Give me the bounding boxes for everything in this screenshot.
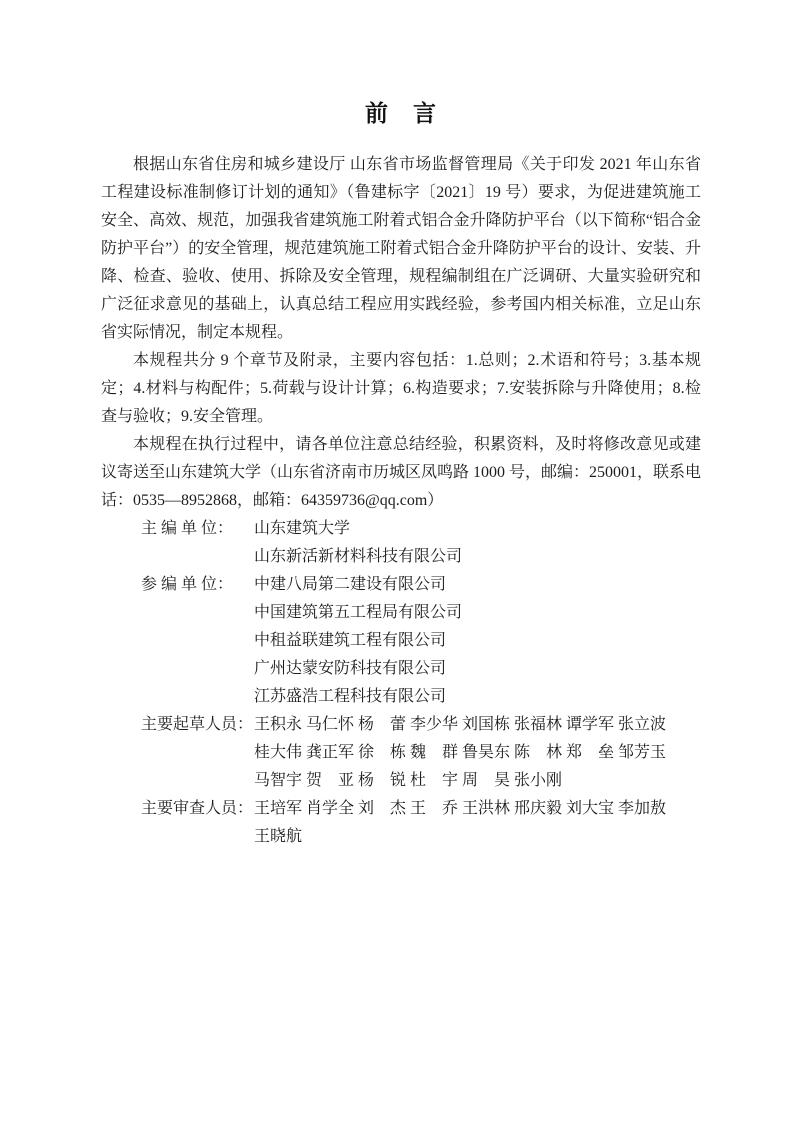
reviewers-names <box>254 795 701 851</box>
co-units-label: 参 编 单 位： <box>141 576 234 593</box>
drafters-label: 主要起草人员： <box>141 716 254 733</box>
credits-section <box>101 515 701 851</box>
chief-unit-items <box>254 515 701 571</box>
drafters-name-line: 桂大伟 龚正军 徐 栋 魏 群 鲁昊东 陈 林 郑 垒 邹芳玉 <box>254 744 667 761</box>
co-units-row <box>101 571 701 711</box>
page-title: 前 言 <box>365 100 437 126</box>
co-unit-item: 江苏盛浩工程科技有限公司 <box>254 688 447 705</box>
reviewers-name-line: 王培军 肖学全 刘 杰 王 乔 王洪林 邢庆毅 刘大宝 李加敖 <box>254 800 667 817</box>
paragraph-feedback: 本规程在执行过程中，请各单位注意总结经验，积累资料，及时将修改意见或建议寄送至山东建筑大学（山东省济南市历城区凤鸣路 1000 号，邮编：250001，联系电话：0535—8952868，邮箱：64359736@qq.com） <box>101 436 702 509</box>
drafters-row <box>101 711 701 795</box>
reviewers-label: 主要审查人员： <box>141 800 254 817</box>
co-unit-item: 广州达蒙安防科技有限公司 <box>254 660 447 677</box>
paragraph-contents: 本规程共分 9 个章节及附录，主要内容包括：1.总则；2.术语和符号；3.基本规定；4.材料与构配件；5.荷载与设计计算；6.构造要求；7.安装拆除与升降使用；8.检查与验收；9.安全管理。 <box>101 352 701 425</box>
drafters-name-line: 马智宇 贺 亚 杨 锐 杜 宇 周 昊 张小刚 <box>254 772 563 789</box>
chief-unit-item: 山东建筑大学 <box>254 520 351 537</box>
co-unit-item: 中租益联建筑工程有限公司 <box>254 632 447 649</box>
chief-unit-label: 主 编 单 位： <box>141 520 234 537</box>
co-units-items <box>254 571 701 711</box>
drafters-name-line: 王积永 马仁怀 杨 蕾 李少华 刘国栋 张福林 谭学军 张立波 <box>254 716 667 733</box>
chief-unit-item: 山东新活新材料科技有限公司 <box>254 548 463 565</box>
paragraph-basis: 根据山东省住房和城乡建设厅 山东省市场监督管理局《关于印发 2021 年山东省工程建设标准制修订计划的通知》（鲁建标字〔2021〕19 号）要求，为促进建筑施工安全、高效、规范，加强我省建筑施工附着式铝合金升降防护平台（以下简称“铝合金防护平台”）的安全管理，规范建筑施工附着式铝合金升降防护平台的设计、安装、升降、检查、验收、使用、拆除及安全管理，规程编制组在广泛调研、大量实验研究和广泛征求意见的基础上，认真总结工程应用实践经验，参考国内相关标准，立足山东省实际情况，制定本规程。 <box>101 156 701 341</box>
drafters-names <box>254 711 701 795</box>
chief-unit-row <box>101 515 701 571</box>
reviewers-name-line: 王晓航 <box>254 828 303 845</box>
co-unit-item: 中建八局第二建设有限公司 <box>254 576 447 593</box>
co-unit-item: 中国建筑第五工程局有限公司 <box>254 604 463 621</box>
reviewers-row <box>101 795 701 851</box>
